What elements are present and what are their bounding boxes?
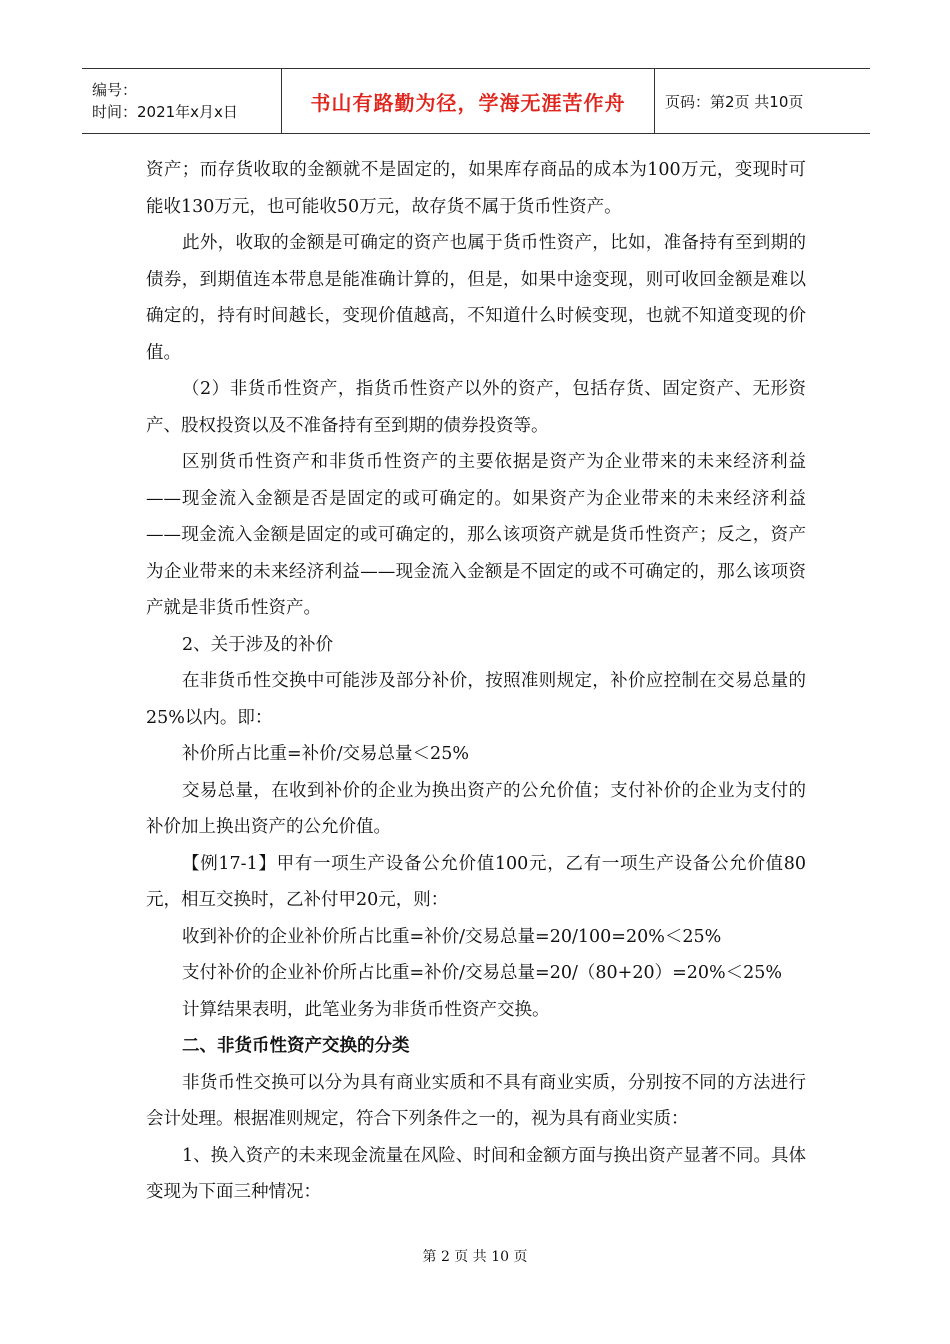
paragraph: 2、关于涉及的补价 [182,634,334,655]
paragraph: （2）非货币性资产，指货币性资产以外的资产，包括存货、固定资产、无形资产、股权投资以及不准备持有至到期的债券投资等。 [146,379,806,436]
paragraph: 非货币性交换可以分为具有商业实质和不具有商业实质，分别按不同的方法进行会计处理。根据准则规定，符合下列条件之一的，视为具有商业实质： [146,1072,806,1129]
page-info-text: 页码：第2页 共10页 [665,92,804,111]
time-label: 时间：2021年x月x日 [92,103,238,121]
footer-page-number: 第 2 页 共 10 页 [422,1249,528,1265]
number-label: 编号： [92,81,138,99]
paragraph: 支付补价的企业补价所占比重=补价/交易总量=20/（80+20）=20%＜25% [182,963,783,983]
paragraph: 1、换入资产的未来现金流量在风险、时间和金额方面与换出资产显著不同。具体变现为下面三种情况： [146,1145,806,1202]
document-body [146,152,806,1211]
page-header [82,68,870,134]
paragraph: 在非货币性交换中可能涉及部分补价，按照准则规定，补价应控制在交易总量的25%以内。即： [146,671,806,728]
paragraph: 此外，收取的金额是可确定的资产也属于货币性资产，比如，准备持有至到期的债券，到期值连本带息是能准确计算的，但是，如果中途变现，则可收回金额是难以确定的，持有时间越长，变现价值越高，不知道什么时候变现，也就不知道变现的价值。 [146,233,806,363]
paragraph: 补价所占比重=补价/交易总量＜25% [182,744,469,764]
paragraph: 资产；而存货收取的金额就不是固定的，如果库存商品的成本为100万元，变现时可能收130万元，也可能收50万元，故存货不属于货币性资产。 [146,160,806,217]
paragraph: 交易总量，在收到补价的企业为换出资产的公允价值；支付补价的企业为支付的补价加上换出资产的公允价值。 [146,780,806,837]
header-page-info [655,69,870,133]
page-footer [0,1246,950,1266]
header-motto [281,69,655,133]
section-heading: 二、非货币性资产交换的分类 [182,1036,410,1056]
header-meta [82,69,281,133]
paragraph: 区别货币性资产和非货币性资产的主要依据是资产为企业带来的未来经济利益——现金流入金额是否是固定的或可确定的。如果资产为企业带来的未来经济利益——现金流入金额是固定的或可确定的，那么该项资产就是货币性资产；反之，资产为企业带来的未来经济利益——现金流入金额是不固定的或不可确定的，那么该项资产就是非货币性资产。 [146,452,806,618]
paragraph: 【例17-1】甲有一项生产设备公允价值100元，乙有一项生产设备公允价值80元，相互交换时，乙补付甲20元，则： [146,853,806,910]
paragraph: 计算结果表明，此笔业务为非货币性资产交换。 [182,999,550,1020]
motto-text: 书山有路勤为径，学海无涯苦作舟 [310,90,626,115]
paragraph: 收到补价的企业补价所占比重=补价/交易总量=20/100=20%＜25% [182,926,722,947]
